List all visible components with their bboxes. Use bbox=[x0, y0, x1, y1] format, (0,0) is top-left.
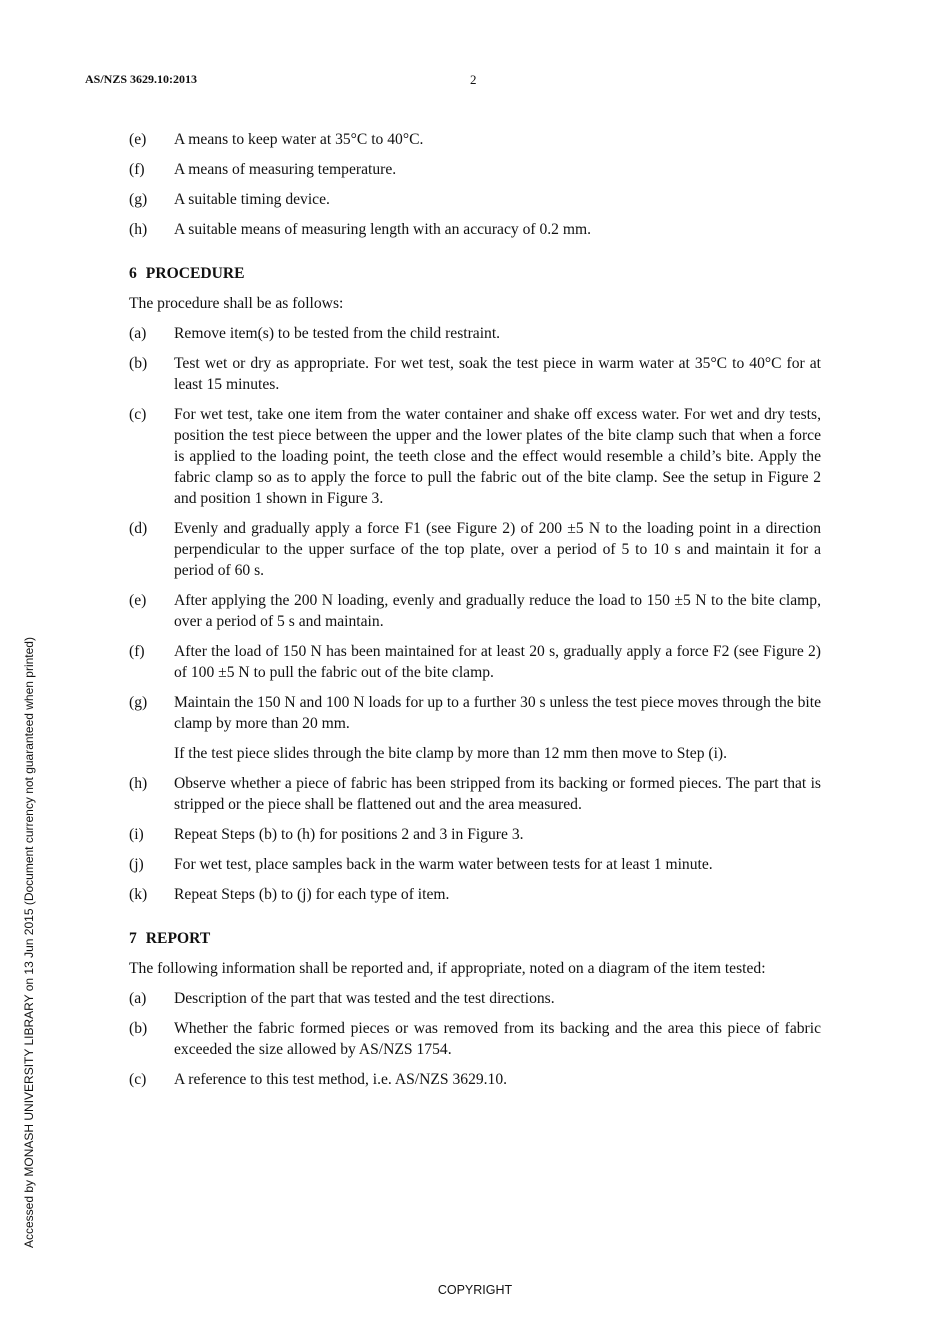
list-item: (e) After applying the 200 N loading, evenly and gradually reduce the load to 150 ±5 N to the bite clamp, over a period of 5 s and maintain. bbox=[129, 592, 821, 630]
apparatus-list bbox=[129, 129, 821, 240]
standard-designation: AS/NZS 3629.10:2013 bbox=[85, 72, 198, 86]
procedure-steps bbox=[129, 323, 821, 905]
page-number: 2 bbox=[470, 72, 477, 87]
list-item: (c) For wet test, take one item from the water container and shake off excess water. For wet and dry tests, position the test piece between the upper and the lower plates of the bite clamp such that when a force is applied to the loading point, the teeth close and the effect would resemble a child’s bite. Apply the fabric clamp so as to apply the force to pull the fabric out of the bite clamp. See the setup in Figure 2 and position 1 shown in Figure 3. bbox=[129, 406, 821, 507]
copyright-footer: COPYRIGHT bbox=[437, 1283, 513, 1297]
list-item: (f) A means of measuring temperature. bbox=[129, 161, 397, 178]
access-watermark: Accessed by MONASH UNIVERSITY LIBRARY on 13 Jun 2015 (Document currency not guaranteed when printed) bbox=[22, 637, 36, 1248]
list-item: (e) A means to keep water at 35°C to 40°C. bbox=[129, 131, 424, 148]
list-item: (c) A reference to this test method, i.e. AS/NZS 3629.10. bbox=[129, 1071, 508, 1088]
list-item: (d) Evenly and gradually apply a force F1 (see Figure 2) of 200 ±5 N to the loading point in a direction perpendicular to the upper surface of the top plate, over a period of 5 to 10 s and maintain it for a period of 60 s. bbox=[129, 520, 821, 579]
report-items bbox=[129, 988, 821, 1090]
list-item: (a) Description of the part that was tested and the test directions. bbox=[129, 990, 555, 1007]
list-item: (g) Maintain the 150 N and 100 N loads for up to a further 30 s unless the test piece moves through the bite clamp by more than 20 mm. If the test piece slides through the bite clamp by more than 12 mm then move to Step (i). bbox=[129, 694, 822, 762]
list-item: (f) After the load of 150 N has been maintained for at least 20 s, gradually apply a force F2 (see Figure 2) of 100 ±5 N to pull the fabric out of the bite clamp. bbox=[129, 643, 821, 681]
report-intro: The following information shall be reported and, if appropriate, noted on a diagram of the item tested: bbox=[129, 960, 766, 977]
list-item: (j) For wet test, place samples back in the warm water between tests for at least 1 minute. bbox=[129, 856, 713, 873]
procedure-intro: The procedure shall be as follows: bbox=[129, 295, 344, 312]
list-item: (h) A suitable means of measuring length with an accuracy of 0.2 mm. bbox=[129, 221, 592, 238]
list-item: (k) Repeat Steps (b) to (j) for each type of item. bbox=[129, 886, 450, 903]
document-body bbox=[129, 129, 821, 1099]
section-heading-procedure: 6 PROCEDURE bbox=[129, 265, 245, 282]
step-note: If the test piece slides through the bite clamp by more than 12 mm then move to Step (i). bbox=[174, 745, 728, 762]
list-item: (g) A suitable timing device. bbox=[129, 191, 330, 208]
section-heading-report: 7 REPORT bbox=[129, 930, 211, 947]
list-item: (i) Repeat Steps (b) to (h) for positions 2 and 3 in Figure 3. bbox=[129, 826, 524, 843]
list-item: (a) Remove item(s) to be tested from the child restraint. bbox=[129, 325, 501, 342]
list-item: (b) Whether the fabric formed pieces or was removed from its backing and the area this piece of fabric exceeded the size allowed by AS/NZS 1754. bbox=[129, 1020, 821, 1058]
list-item: (b) Test wet or dry as appropriate. For wet test, soak the test piece in warm water at 35°C to 40°C for at least 15 minutes. bbox=[129, 355, 821, 393]
list-item: (h) Observe whether a piece of fabric has been stripped from its backing or formed pieces. The part that is stripped or the piece shall be flattened out and the area measured. bbox=[129, 775, 821, 813]
